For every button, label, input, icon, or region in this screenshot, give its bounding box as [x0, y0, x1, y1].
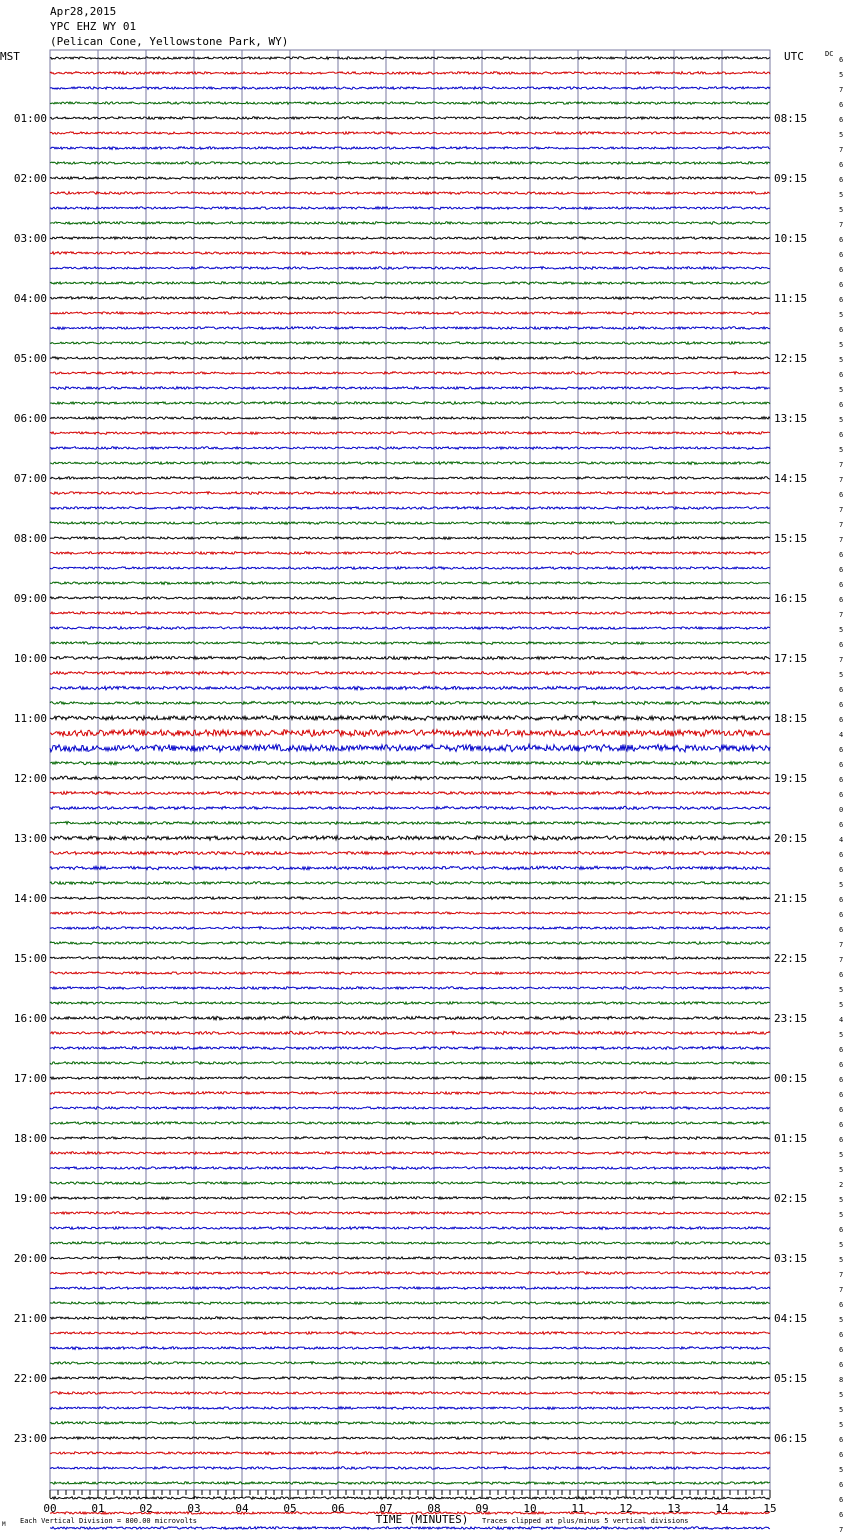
- utc-hour-label: 16:15: [774, 592, 808, 605]
- dc-value: 6: [839, 746, 844, 754]
- dc-value: 6: [839, 326, 844, 334]
- x-tick-label: 02: [139, 1502, 153, 1515]
- dc-value: 6: [839, 116, 844, 124]
- mst-hour-label: 23:00: [13, 1432, 47, 1445]
- seismic-trace: [50, 791, 770, 794]
- dc-value: 6: [839, 1346, 844, 1354]
- seismic-trace: [50, 1287, 770, 1290]
- dc-value: 5: [839, 1151, 844, 1159]
- utc-hour-label: 05:15: [774, 1372, 808, 1385]
- utc-hour-label: 06:15: [774, 1432, 808, 1445]
- dc-value: 6: [839, 161, 844, 169]
- trace-group: [50, 57, 770, 1534]
- dc-value: 6: [839, 926, 844, 934]
- seismic-trace: [50, 492, 770, 495]
- seismic-trace: [50, 357, 770, 360]
- seismic-trace: [50, 207, 770, 210]
- utc-hour-label: 20:15: [774, 832, 808, 845]
- seismic-trace: [50, 701, 770, 704]
- seismic-trace: [50, 1077, 770, 1080]
- seismic-trace: [50, 686, 770, 690]
- seismic-trace: [50, 267, 770, 270]
- dc-value: 6: [839, 1106, 844, 1114]
- utc-hour-label: 23:15: [774, 1012, 808, 1025]
- seismic-trace: [50, 1377, 770, 1380]
- dc-value: 5: [839, 356, 844, 364]
- seismic-trace: [50, 1497, 770, 1500]
- utc-zone-label: UTC: [784, 50, 804, 63]
- dc-value: 6: [839, 596, 844, 604]
- x-tick-label: 10: [523, 1502, 537, 1515]
- utc-hour-label: 03:15: [774, 1252, 808, 1265]
- dc-value: 5: [839, 1241, 844, 1249]
- mst-hour-label: 22:00: [13, 1372, 47, 1385]
- dc-value: 7: [839, 1286, 844, 1294]
- dc-value: 6: [839, 1091, 844, 1099]
- dc-value: 7: [839, 461, 844, 469]
- seismic-trace: [50, 642, 770, 645]
- x-tick-label: 00: [43, 1502, 57, 1515]
- seismic-trace: [50, 522, 770, 525]
- x-tick-label: 06: [331, 1502, 345, 1515]
- seismic-trace: [50, 882, 770, 885]
- seismic-trace: [50, 102, 770, 105]
- mst-hour-label: 18:00: [13, 1132, 47, 1145]
- utc-hour-label: 10:15: [774, 232, 808, 245]
- utc-hour-label: 18:15: [774, 712, 808, 725]
- dc-value: 6: [839, 911, 844, 919]
- seismic-trace: [50, 1437, 770, 1440]
- seismic-trace: [50, 1092, 770, 1095]
- dc-value: 6: [839, 266, 844, 274]
- x-tick-label: 14: [715, 1502, 729, 1515]
- dc-value: 7: [839, 611, 844, 619]
- dc-value: 5: [839, 1391, 844, 1399]
- mst-hour-label: 10:00: [13, 652, 47, 665]
- dc-value: 6: [839, 1496, 844, 1504]
- dc-value: 6: [839, 641, 844, 649]
- dc-value: 5: [839, 1421, 844, 1429]
- seismic-trace: [50, 972, 770, 975]
- dc-value: 6: [839, 971, 844, 979]
- dc-value: 7: [839, 536, 844, 544]
- seismic-trace: [50, 1317, 770, 1320]
- dc-value: 5: [839, 1166, 844, 1174]
- seismic-trace: [50, 1152, 770, 1155]
- seismic-trace: [50, 162, 770, 165]
- dc-value: 7: [839, 86, 844, 94]
- seismic-trace: [50, 192, 770, 195]
- seismic-trace: [50, 342, 770, 345]
- seismic-trace: [50, 1467, 770, 1470]
- dc-value: 6: [839, 776, 844, 784]
- dc-value: 6: [839, 1046, 844, 1054]
- utc-hour-label: 02:15: [774, 1192, 808, 1205]
- dc-value: 6: [839, 1511, 844, 1519]
- x-tick-label: 11: [571, 1502, 585, 1515]
- dc-value: 6: [839, 1076, 844, 1084]
- seismic-trace: [50, 1347, 770, 1350]
- dc-value: 6: [839, 401, 844, 409]
- dc-value: 5: [839, 341, 844, 349]
- utc-hour-label: 15:15: [774, 532, 808, 545]
- seismic-trace: [50, 927, 770, 930]
- dc-value: 6: [839, 1121, 844, 1129]
- dc-value: 4: [839, 836, 844, 844]
- mst-hour-label: 07:00: [13, 472, 47, 485]
- seismic-trace: [50, 1422, 770, 1425]
- seismic-trace: [50, 282, 770, 285]
- seismic-trace: [50, 866, 770, 870]
- mst-hour-label: 16:00: [13, 1012, 47, 1025]
- dc-value: 5: [839, 71, 844, 79]
- dc-value: 5: [839, 1256, 844, 1264]
- clip-note: Traces clipped at plus/minus 5 vertical divisions: [482, 1517, 689, 1525]
- mst-zone-label: MST: [0, 50, 20, 63]
- seismic-trace: [50, 1197, 770, 1200]
- dc-value: 5: [839, 986, 844, 994]
- seismic-trace: [50, 942, 770, 945]
- dc-value: 5: [839, 1196, 844, 1204]
- seismic-trace: [50, 776, 770, 780]
- dc-value: 6: [839, 176, 844, 184]
- dc-value: 5: [839, 1316, 844, 1324]
- dc-value: 6: [839, 866, 844, 874]
- utc-hour-label: 08:15: [774, 112, 808, 125]
- seismic-trace: [50, 1016, 770, 1020]
- dc-value: 6: [839, 686, 844, 694]
- seismic-trace: [50, 462, 770, 465]
- dc-value: 6: [839, 491, 844, 499]
- dc-value: 5: [839, 386, 844, 394]
- dc-value: 6: [839, 1451, 844, 1459]
- x-tick-label: 03: [187, 1502, 201, 1515]
- utc-hour-label: 21:15: [774, 892, 808, 905]
- dc-value: 5: [839, 416, 844, 424]
- dc-value: 6: [839, 101, 844, 109]
- dc-value: 5: [839, 1466, 844, 1474]
- seismic-trace: [50, 1122, 770, 1125]
- mst-hour-label: 13:00: [13, 832, 47, 845]
- utc-hour-label: 04:15: [774, 1312, 808, 1325]
- seismic-trace: [50, 567, 770, 570]
- utc-hour-label: 00:15: [774, 1072, 808, 1085]
- mst-hour-label: 17:00: [13, 1072, 47, 1085]
- x-tick-label: 01: [91, 1502, 105, 1515]
- seismic-trace: [50, 597, 770, 600]
- dc-value: 5: [839, 131, 844, 139]
- mst-hour-label: 19:00: [13, 1192, 47, 1205]
- seismic-trace: [50, 1527, 770, 1530]
- seismic-trace: [50, 671, 770, 674]
- dc-value: 6: [839, 1136, 844, 1144]
- dc-value: 6: [839, 896, 844, 904]
- seismic-trace: [50, 897, 770, 900]
- seismic-trace: [50, 1167, 770, 1170]
- dc-value: 6: [839, 1061, 844, 1069]
- seismic-trace: [50, 1362, 770, 1365]
- x-tick-label: 07: [379, 1502, 393, 1515]
- mst-hour-label: 02:00: [13, 172, 47, 185]
- dc-value: 7: [839, 506, 844, 514]
- seismic-trace: [50, 297, 770, 300]
- seismic-trace: [50, 957, 770, 960]
- dc-value: 7: [839, 1271, 844, 1279]
- dc-value: 7: [839, 146, 844, 154]
- header-date: Apr28,2015: [50, 5, 117, 18]
- dc-value: 5: [839, 881, 844, 889]
- seismic-trace: [50, 132, 770, 135]
- utc-hour-label: 11:15: [774, 292, 808, 305]
- dc-value: 7: [839, 956, 844, 964]
- seismic-trace: [50, 252, 770, 255]
- dc-value: 6: [839, 56, 844, 64]
- dc-value: 6: [839, 251, 844, 259]
- seismic-trace: [50, 822, 770, 825]
- mst-hour-label: 21:00: [13, 1312, 47, 1325]
- x-tick-label: 08: [427, 1502, 441, 1515]
- utc-hour-label: 01:15: [774, 1132, 808, 1145]
- seismic-trace: [50, 1002, 770, 1005]
- dc-value: 5: [839, 1406, 844, 1414]
- dc-value: 6: [839, 281, 844, 289]
- dc-value: 6: [839, 1436, 844, 1444]
- dc-value: 7: [839, 941, 844, 949]
- dc-value: 5: [839, 626, 844, 634]
- seismic-trace: [50, 1047, 770, 1050]
- seismic-trace: [50, 1212, 770, 1215]
- utc-hour-label: 13:15: [774, 412, 808, 425]
- seismic-trace: [50, 1482, 770, 1485]
- dc-value: 5: [839, 311, 844, 319]
- seismic-trace: [50, 744, 770, 752]
- dc-value: 6: [839, 371, 844, 379]
- dc-value: 8: [839, 1376, 844, 1384]
- seismic-trace: [50, 177, 770, 180]
- seismic-trace: [50, 327, 770, 330]
- dc-value: 5: [839, 206, 844, 214]
- mst-hour-label: 05:00: [13, 352, 47, 365]
- dc-value: 6: [839, 1226, 844, 1234]
- x-axis-label: TIME (MINUTES): [375, 1513, 469, 1526]
- dc-value: 6: [839, 701, 844, 709]
- dc-value: 6: [839, 716, 844, 724]
- seismic-trace: [50, 72, 770, 75]
- corner-mark: M: [2, 1521, 6, 1528]
- seismic-trace: [50, 1392, 770, 1395]
- x-tick-label: 15: [763, 1502, 777, 1515]
- x-tick-label: 09: [475, 1502, 489, 1515]
- mst-hour-label: 12:00: [13, 772, 47, 785]
- seismic-trace: [50, 417, 770, 420]
- dc-value: 6: [839, 236, 844, 244]
- seismic-trace: [50, 372, 770, 375]
- dc-value: 7: [839, 221, 844, 229]
- seismic-trace: [50, 552, 770, 555]
- dc-value: 5: [839, 1211, 844, 1219]
- dc-value: 7: [839, 1526, 844, 1534]
- dc-value: 6: [839, 851, 844, 859]
- seismic-trace: [50, 402, 770, 405]
- mst-hour-label: 11:00: [13, 712, 47, 725]
- dc-value: 6: [839, 1361, 844, 1369]
- mst-hour-label: 08:00: [13, 532, 47, 545]
- seismic-trace: [50, 1062, 770, 1065]
- seismic-trace: [50, 1182, 770, 1185]
- mst-hour-label: 14:00: [13, 892, 47, 905]
- dc-label: DC: [825, 50, 834, 58]
- seismic-trace: [50, 851, 770, 854]
- seismic-trace: [50, 656, 770, 659]
- mst-hour-label: 03:00: [13, 232, 47, 245]
- seismic-trace: [50, 1302, 770, 1305]
- mst-hour-label: 01:00: [13, 112, 47, 125]
- seismic-trace: [50, 1272, 770, 1275]
- seismic-trace: [50, 1137, 770, 1140]
- seismic-trace: [50, 1107, 770, 1110]
- x-tick-label: 04: [235, 1502, 249, 1515]
- mst-hour-label: 15:00: [13, 952, 47, 965]
- seismic-trace: [50, 1031, 770, 1034]
- mst-hour-label: 06:00: [13, 412, 47, 425]
- seismic-trace: [50, 627, 770, 630]
- seismic-trace: [50, 447, 770, 450]
- dc-value: 6: [839, 296, 844, 304]
- seismic-trace: [50, 312, 770, 315]
- dc-value: 6: [839, 761, 844, 769]
- seismic-trace: [50, 432, 770, 435]
- seismic-trace: [50, 1257, 770, 1260]
- seismic-trace: [50, 507, 770, 510]
- dc-value: 6: [839, 1301, 844, 1309]
- x-tick-label: 05: [283, 1502, 297, 1515]
- dc-value: 6: [839, 1481, 844, 1489]
- seismic-trace: [50, 147, 770, 150]
- seismic-trace: [50, 612, 770, 615]
- mst-hour-label: 20:00: [13, 1252, 47, 1265]
- seismic-trace: [50, 237, 770, 240]
- seismic-trace: [50, 1452, 770, 1455]
- seismic-trace: [50, 387, 770, 390]
- seismic-trace: [50, 477, 770, 480]
- seismic-trace: [50, 716, 770, 721]
- seismic-trace: [50, 57, 770, 60]
- seismic-trace: [50, 1227, 770, 1230]
- dc-value: 6: [839, 821, 844, 829]
- seismic-trace: [50, 987, 770, 990]
- seismic-trace: [50, 582, 770, 585]
- mst-hour-label: 09:00: [13, 592, 47, 605]
- seismic-trace: [50, 117, 770, 120]
- utc-hour-label: 14:15: [774, 472, 808, 485]
- utc-hour-label: 09:15: [774, 172, 808, 185]
- dc-value: 0: [839, 806, 844, 814]
- x-tick-label: 13: [667, 1502, 681, 1515]
- header-location: (Pelican Cone, Yellowstone Park, WY): [50, 35, 289, 48]
- x-tick-label: 12: [619, 1502, 633, 1515]
- utc-hour-label: 19:15: [774, 772, 808, 785]
- dc-value: 5: [839, 1031, 844, 1039]
- dc-value: 6: [839, 551, 844, 559]
- seismic-trace: [50, 806, 770, 809]
- dc-value: 6: [839, 791, 844, 799]
- dc-value: 5: [839, 446, 844, 454]
- scale-note: Each Vertical Division = 800.00 microvolts: [20, 1517, 198, 1525]
- dc-value: 4: [839, 731, 844, 739]
- header-station: YPC EHZ WY 01: [50, 20, 137, 33]
- utc-hour-label: 17:15: [774, 652, 808, 665]
- seismic-trace: [50, 87, 770, 90]
- dc-value: 5: [839, 1001, 844, 1009]
- dc-value: 6: [839, 566, 844, 574]
- label-group: [0, 50, 843, 1534]
- seismic-trace: [50, 537, 770, 540]
- dc-value: 2: [839, 1181, 844, 1189]
- mst-hour-label: 04:00: [13, 292, 47, 305]
- seismic-trace: [50, 836, 770, 840]
- dc-value: 7: [839, 476, 844, 484]
- dc-value: 6: [839, 1331, 844, 1339]
- seismic-trace: [50, 1242, 770, 1245]
- utc-hour-label: 22:15: [774, 952, 808, 965]
- seismic-trace: [50, 222, 770, 225]
- dc-value: 6: [839, 431, 844, 439]
- utc-hour-label: 12:15: [774, 352, 808, 365]
- dc-value: 7: [839, 656, 844, 664]
- seismic-trace: [50, 730, 770, 737]
- seismic-trace: [50, 912, 770, 915]
- seismic-trace: [50, 761, 770, 765]
- dc-value: 5: [839, 191, 844, 199]
- dc-value: 6: [839, 581, 844, 589]
- dc-value: 7: [839, 521, 844, 529]
- seismic-trace: [50, 1407, 770, 1410]
- dc-value: 5: [839, 671, 844, 679]
- seismic-trace: [50, 1332, 770, 1335]
- dc-value: 4: [839, 1016, 844, 1024]
